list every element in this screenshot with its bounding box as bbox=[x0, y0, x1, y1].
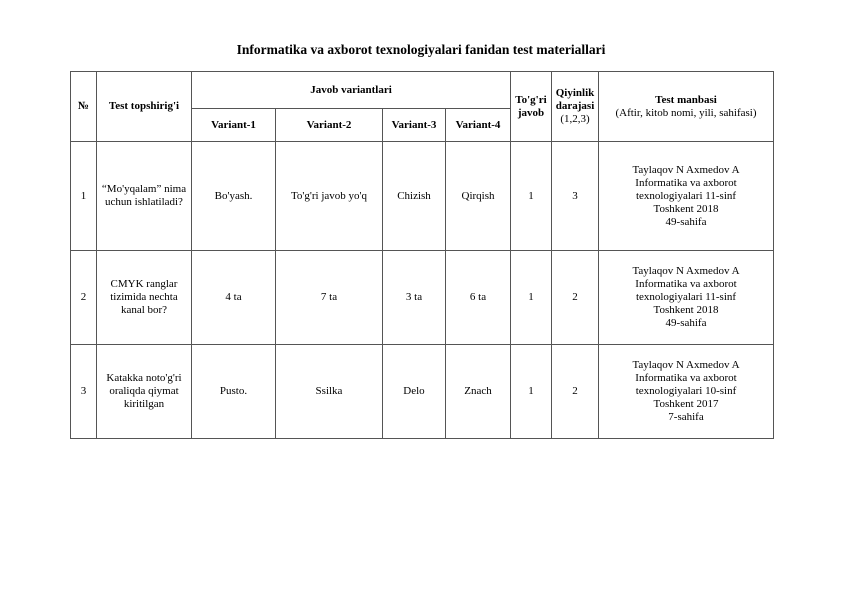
header-difficulty-label: Qiyinlik darajasi bbox=[555, 87, 595, 112]
header-difficulty-range: (1,2,3) bbox=[560, 113, 590, 125]
source-line: Toshkent 2018 bbox=[653, 202, 719, 215]
row-variant-3: Delo bbox=[383, 345, 446, 439]
source-line: Taylaqov N Axmedov A bbox=[632, 265, 740, 277]
row-number: 1 bbox=[71, 142, 97, 251]
header-source-subtitle: (Aftir, kitob nomi, yili, sahifasi) bbox=[615, 106, 757, 119]
row-source bbox=[599, 142, 774, 251]
source-line: Toshkent 2017 bbox=[653, 398, 719, 410]
header-source-label: Test manbasi bbox=[655, 93, 717, 106]
header-correct-answer: To'g'ri javob bbox=[511, 72, 552, 142]
source-line: 49-sahifa bbox=[665, 215, 707, 228]
header-difficulty bbox=[552, 72, 599, 142]
header-number: № bbox=[71, 72, 97, 142]
header-test-task: Test topshirig'i bbox=[97, 72, 192, 142]
row-variant-3: 3 ta bbox=[383, 251, 446, 345]
row-variant-2: To'g'ri javob yo'q bbox=[276, 142, 383, 251]
row-source bbox=[599, 345, 774, 439]
row-task: Katakka noto'g'ri oraliqda qiymat kiritilgan bbox=[97, 345, 192, 439]
row-difficulty: 2 bbox=[552, 251, 599, 345]
source-line: Informatika va axborot bbox=[635, 176, 737, 189]
row-variant-1: Pusto. bbox=[192, 345, 276, 439]
source-line: Taylaqov N Axmedov A bbox=[632, 359, 740, 371]
row-number: 2 bbox=[71, 251, 97, 345]
row-variant-1: Bo'yash. bbox=[192, 142, 276, 251]
row-difficulty: 3 bbox=[552, 142, 599, 251]
source-line: 49-sahifa bbox=[665, 317, 707, 329]
source-line: Toshkent 2018 bbox=[653, 304, 719, 316]
row-variant-4: Znach bbox=[446, 345, 511, 439]
row-variant-2: Ssilka bbox=[276, 345, 383, 439]
header-answer-variants: Javob variantlari bbox=[192, 72, 511, 109]
row-variant-1: 4 ta bbox=[192, 251, 276, 345]
source-line: Informatika va axborot bbox=[635, 278, 737, 290]
row-source bbox=[599, 251, 774, 345]
header-variant-2: Variant-2 bbox=[276, 109, 383, 142]
header-variant-3: Variant-3 bbox=[383, 109, 446, 142]
source-line: texnologiyalari 11-sinf bbox=[635, 291, 737, 303]
row-number: 3 bbox=[71, 345, 97, 439]
source-line: Informatika va axborot bbox=[635, 372, 737, 384]
row-difficulty: 2 bbox=[552, 345, 599, 439]
row-variant-4: 6 ta bbox=[446, 251, 511, 345]
table-row bbox=[71, 251, 774, 345]
row-correct-answer: 1 bbox=[511, 345, 552, 439]
source-line: texnologiyalari 10-sinf bbox=[635, 385, 737, 397]
row-task: “Mo'yqalam” nima uchun ishlatiladi? bbox=[97, 142, 192, 251]
source-line: 7-sahifa bbox=[668, 411, 704, 423]
row-variant-3: Chizish bbox=[383, 142, 446, 251]
row-correct-answer: 1 bbox=[511, 251, 552, 345]
source-line: texnologiyalari 11-sinf bbox=[635, 189, 737, 202]
source-line: Taylaqov N Axmedov A bbox=[632, 163, 740, 176]
table-row bbox=[71, 142, 774, 251]
row-correct-answer: 1 bbox=[511, 142, 552, 251]
document-title: Informatika va axborot texnologiyalari fanidan test materiallari bbox=[236, 42, 606, 57]
test-materials-table bbox=[70, 71, 774, 439]
row-variant-4: Qirqish bbox=[446, 142, 511, 251]
table-row bbox=[71, 345, 774, 439]
header-variant-4: Variant-4 bbox=[446, 109, 511, 142]
row-task: CMYK ranglar tizimida nechta kanal bor? bbox=[97, 251, 192, 345]
header-variant-1: Variant-1 bbox=[192, 109, 276, 142]
header-source bbox=[599, 72, 774, 142]
row-variant-2: 7 ta bbox=[276, 251, 383, 345]
